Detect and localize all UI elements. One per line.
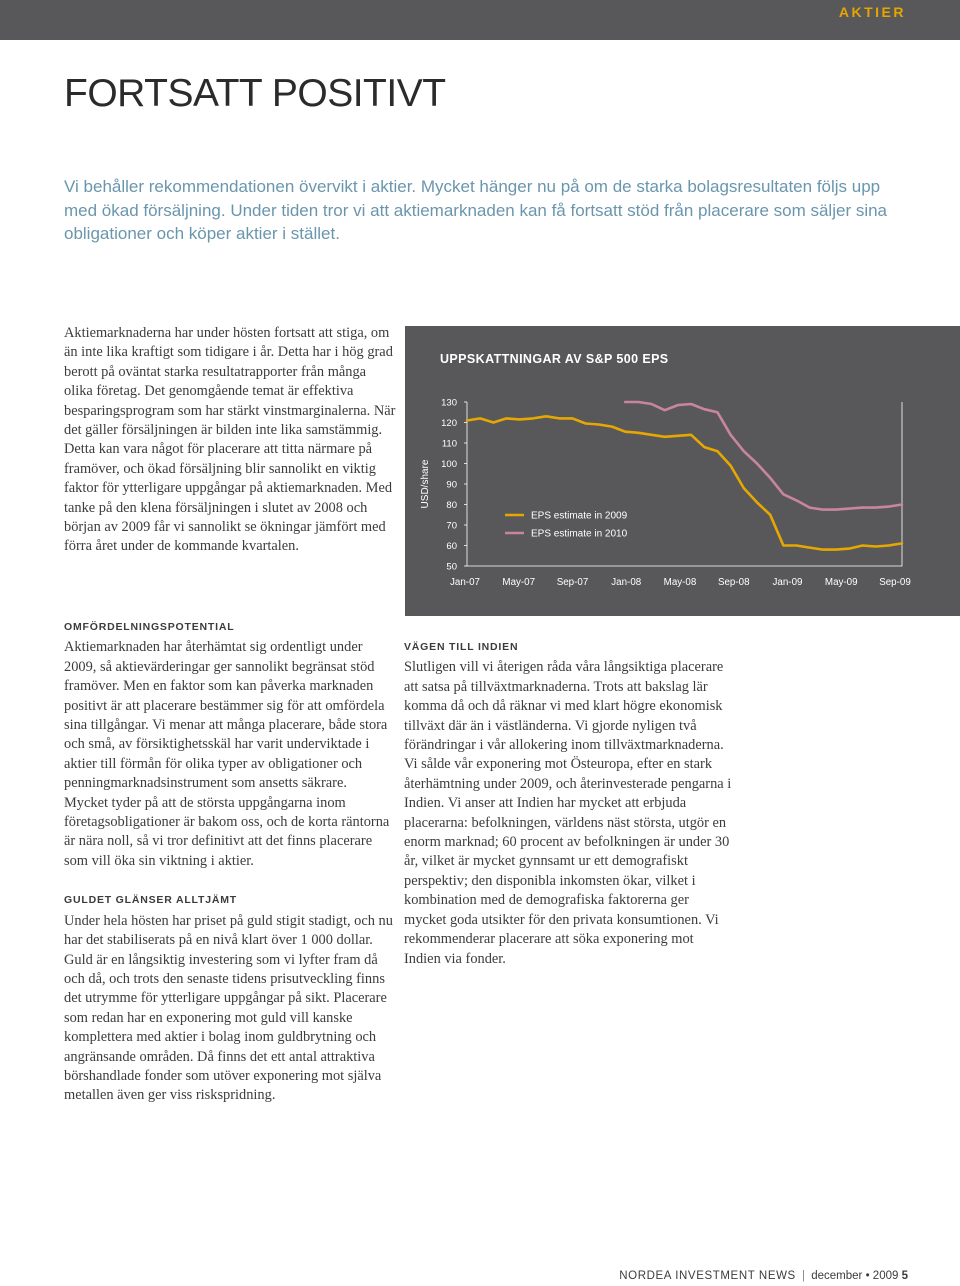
growth-body: Slutligen vill vi återigen råda våra långsiktiga placerare att satsa på tillväxtmarknaderna. Trots att bakslag lär komma då och då räknar vi med klart högre ekonomisk tillväxt där än i västländerna. Vi gjorde nyligen två förändringar i vår allokering inom tillväxtmarknaderna. Vi sålde vår exponering mot Östeuropa, efter en stark återhämtning under 2009, och återinvesterade pengarna i Indien. Vi anser att Indien har mycket att erbjuda placerarna: befolkningen, världens näst största, utgör en enorm marknad; 60 procent av befolkningen är under 30 år, vilket är mycket gynnsamt ur ett demografiskt perspektiv; den disponibla inkomsten ökar, vilket i kombination med de demografiska faktorerna ger mycket goda utsikter för den privata konsumtionen. Vi rekommenderar placerare att söka exponering mot Indien via fonder.	[404, 659, 732, 967]
x-tick-label: May-09	[824, 577, 858, 588]
lead-paragraph: Vi behåller rekommendationen övervikt i aktier. Mycket hänger nu på om de starka bolagsresultaten följs upp med ökad försäljning. Under tiden tror vi att aktiemarknaden kan få fortsatt stöd från placerare som säljer sina obligationer och köper aktier i stället.	[64, 177, 888, 243]
series-line-2010	[625, 402, 902, 510]
redistribution-section	[64, 618, 394, 871]
x-tick-label: Sep-07	[556, 577, 589, 588]
page-footer	[619, 1270, 908, 1282]
y-tick-label: 90	[446, 479, 457, 491]
redistribution-heading: OMFÖRDELNINGSPOTENTIAL	[64, 621, 235, 633]
y-tick-label: 100	[441, 459, 457, 470]
gold-heading: GULDET GLÄNSER ALLTJÄMT	[64, 894, 237, 907]
footer-brand: NORDEA INVESTMENT NEWS	[619, 1270, 796, 1282]
y-tick-label: 120	[441, 418, 457, 429]
gold-body: Under hela hösten har priset på guld stigit stadigt, och nu har det stabiliserats på en nivå klart över 1 000 dollar. Guld är en långsiktig investering som vi lyfter fram då och då, och trots den senaste tidens prisutveckling finns det utrymme för ytterligare uppgångar på sikt. Placerare som redan har en exponering mot guld vill kanske komplettera med aktier i bolag inom guldbrytning och angränsande områden. Då finns det ett antal attraktiva börshandlade fonder som utöver exponering mot själva metallen även ger viss riskspridning.	[64, 912, 393, 1104]
intro-column	[64, 324, 396, 557]
growth-heading: VÄGEN TILL INDIEN	[404, 641, 519, 653]
x-tick-label: Jan-09	[772, 577, 803, 588]
right-column	[404, 638, 734, 969]
y-tick-label: 110	[441, 438, 457, 450]
chart-title: UPPSKATTNINGAR AV S&P 500 EPS	[440, 352, 669, 366]
eps-chart	[405, 326, 960, 616]
x-tick-label: Sep-08	[717, 577, 750, 588]
legend-label: EPS estimate in 2010	[531, 528, 628, 540]
legend-label: EPS estimate in 2009	[531, 510, 628, 522]
y-tick-label: 50	[446, 561, 457, 573]
y-axis-label: USD/share	[420, 459, 431, 509]
section-tag: AKTIER	[838, 4, 906, 20]
x-tick-label: May-08	[663, 577, 697, 588]
y-tick-label: 130	[441, 397, 457, 409]
intro-paragraph: Aktiemarknaderna har under hösten fortsatt att stiga, om än inte lika kraftigt som tidigare i år. Detta har i hög grad berott på oväntat starka resultatrapporter från många olika företag. Det genomgående temat är effektiva besparingsprogram som har stärkt vinstmarginalerna. När det gäller försäljningen är bilden inte lika samstämmig. Detta kan vara något för placerare att titta närmare på framöver, och ökad försäljning blir sannolikt en viktig faktor för ytterligare uppgångar på aktiemarknaden. Med tanke på den klena försäljningen i slutet av 2008 och början av 2009 får vi sannolikt se ökningar jämfört med förra året under de kommande kvartalen.	[64, 325, 396, 555]
x-tick-label: May-07	[502, 577, 536, 588]
redistribution-body: Aktiemarknaden har återhämtat sig ordentligt under 2009, så aktievärderingar ger sannolikt begränsat stöd framöver. Men en faktor som kan påverka marknaden positivt är att placerare bestämmer sig för att omfördela sina tillgångar. Vi menar att många placerare, både stora och små, av försiktighetsskäl har varit underviktade i aktier till förmån för olika typer av obligationer och penningmarknadsinstrument som ansetts säkrare. Mycket tyder på att de största uppgångarna inom företagsobligationer är bakom oss, och de korta räntorna är nära noll, så vi tror definitivt att det finns placerare som vill öka sin viktning i aktier.	[64, 639, 390, 869]
x-tick-label: Sep-09	[879, 577, 911, 588]
eps-chart-svg	[405, 326, 960, 616]
y-tick-label: 70	[446, 520, 457, 532]
y-tick-label: 60	[446, 541, 457, 552]
footer-issue: december • 2009	[811, 1270, 899, 1282]
y-tick-label: 80	[446, 500, 457, 511]
x-tick-label: Jan-08	[611, 577, 642, 588]
gold-section	[64, 891, 394, 1105]
plot-frame	[467, 402, 902, 566]
x-tick-label: Jan-07	[450, 577, 480, 588]
footer-divider: |	[802, 1270, 806, 1282]
page-number: 5	[901, 1270, 908, 1282]
page-title: FORTSATT POSITIVT	[64, 72, 446, 115]
header-bar	[0, 0, 960, 40]
left-column	[64, 618, 394, 1126]
